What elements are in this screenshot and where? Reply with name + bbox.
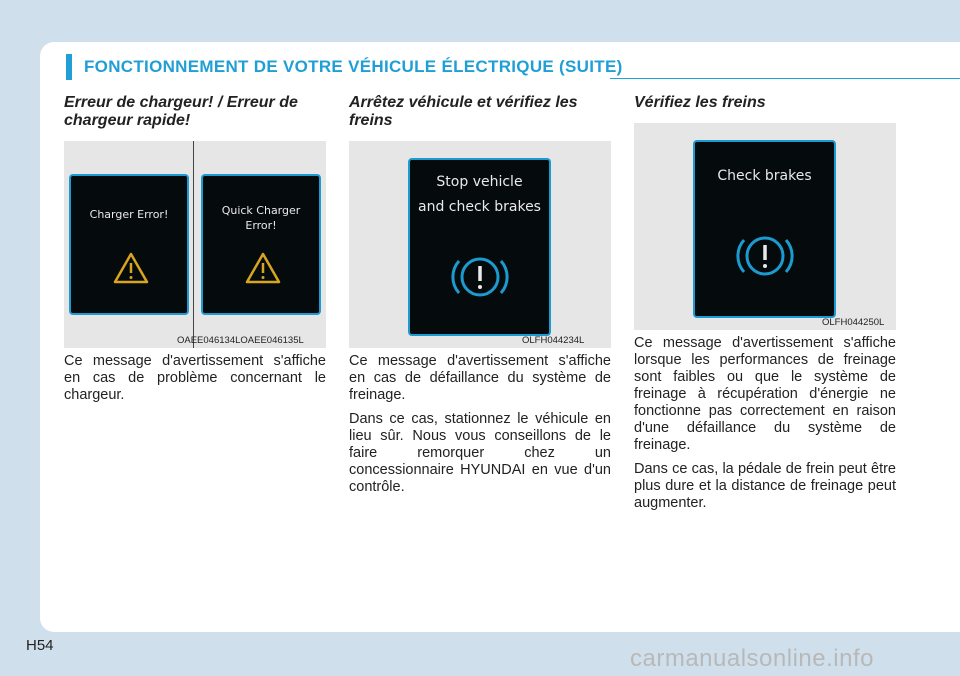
section-title-charger-error: Erreur de chargeur! / Erreur de chargeur rapide! (64, 94, 298, 129)
warning-triangle-icon (113, 252, 149, 284)
section-title-check-brakes: Vérifiez les freins (634, 94, 766, 111)
screen-quick-charger-error (201, 174, 321, 315)
paragraph: Dans ce cas, stationnez le véhicule en lieu sûr. Nous vous conseillons de le faire remorquer chez un concessionnaire HYUNDAI en vue d'un contrôle. (349, 411, 611, 495)
paragraph: Ce message d'avertissement s'affiche lorsque les performances de freinage sont faibles ou que le système de freinage à récupération d'énergie ne fonctionne pas correctement en raison d'une défaillance du système de freinage. (634, 335, 896, 453)
figure-caption: OLFH044250L (822, 317, 885, 328)
screen-text-line: Charger Error! (89, 208, 169, 221)
figure-stop-vehicle (349, 141, 611, 348)
body-text-charger-error (64, 353, 326, 411)
paragraph: Ce message d'avertissement s'affiche en cas de problème concernant le chargeur. (64, 353, 326, 403)
warning-triangle-icon (245, 252, 281, 284)
brake-warning-icon (734, 230, 796, 282)
screen-check-brakes (693, 140, 836, 318)
column-stop-vehicle (349, 94, 611, 130)
screen-text-line: Check brakes (717, 168, 812, 184)
paragraph: Dans ce cas, la pédale de frein peut être plus dure et la distance de freinage peut augmenter. (634, 461, 896, 511)
watermark: carmanualsonline.info (630, 645, 874, 672)
figure-charger-error (64, 141, 326, 348)
figure-divider (193, 141, 194, 348)
body-text-check-brakes (634, 335, 896, 519)
screen-text-line: Quick Charger (221, 204, 301, 217)
screen-stop-vehicle (408, 158, 551, 336)
column-check-brakes (634, 94, 896, 112)
screen-text-line: Stop vehicle (436, 174, 523, 190)
header-rule (610, 78, 960, 79)
body-text-stop-vehicle (349, 353, 611, 503)
paragraph: Ce message d'avertissement s'affiche en cas de défaillance du système de freinage. (349, 353, 611, 403)
section-title-stop-vehicle: Arrêtez véhicule et vérifiez les freins (349, 94, 578, 129)
figure-check-brakes (634, 123, 896, 330)
figure-caption: OAEE046134LOAEE046135L (177, 335, 304, 346)
section-header-title: FONCTIONNEMENT DE VOTRE VÉHICULE ÉLECTRIQUE (SUITE) (84, 57, 623, 76)
figure-caption: OLFH044234L (522, 335, 585, 346)
page-number: H54 (26, 637, 54, 654)
column-charger-error (64, 94, 326, 130)
header-accent-bar (66, 54, 72, 80)
screen-charger-error (69, 174, 189, 315)
brake-warning-icon (449, 251, 511, 303)
screen-text-line: Error! (245, 219, 277, 232)
screen-text-line: and check brakes (418, 199, 541, 215)
